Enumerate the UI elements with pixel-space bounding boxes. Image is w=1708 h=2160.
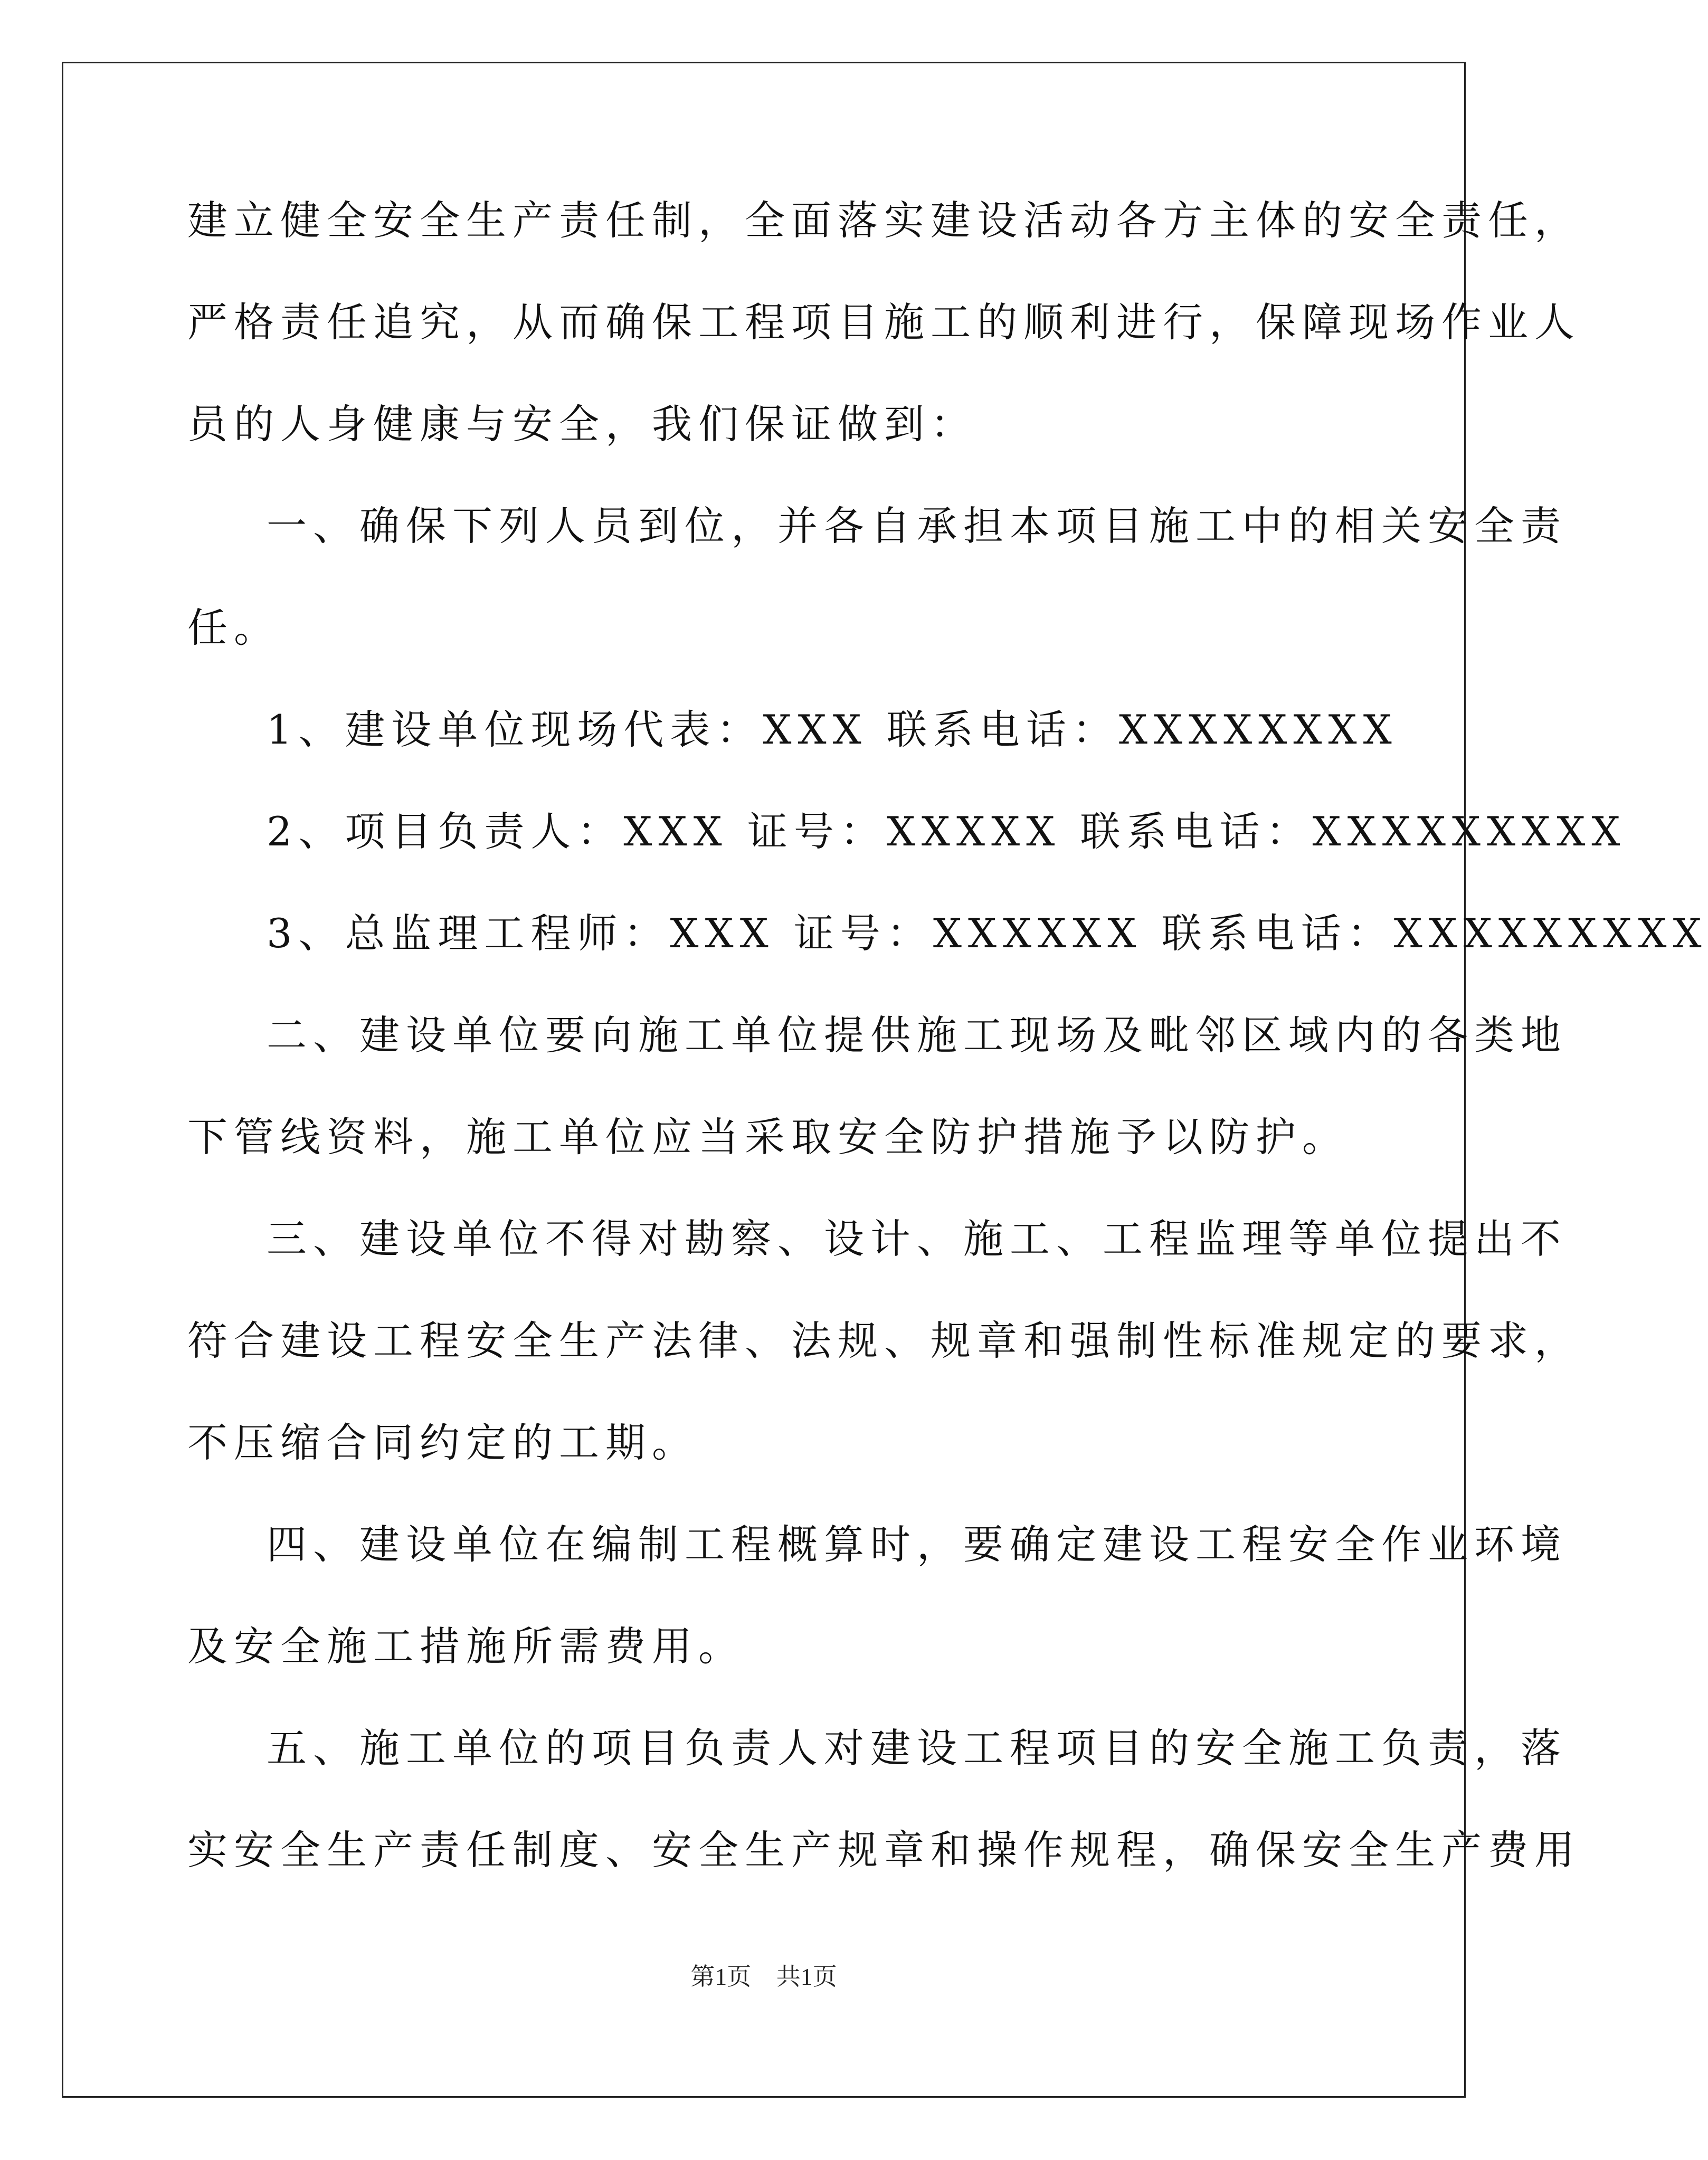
page-number: 第1页 xyxy=(690,1963,752,1990)
text-line: 五、施工单位的项目负责人对建设工程项目的安全施工负责，落 xyxy=(267,1725,1567,1772)
text-line: 四、建设单位在编制工程概算时，要确定建设工程安全作业环境 xyxy=(267,1521,1567,1568)
text-line: 员的人身健康与安全，我们保证做到： xyxy=(187,401,977,448)
text-line: 实安全生产责任制度、安全生产规章和操作规程，确保安全生产费用 xyxy=(187,1826,1581,1873)
text-line: 及安全施工措施所需费用。 xyxy=(187,1623,745,1670)
text-line: 1、建设单位现场代表：XXX 联系电话：XXXXXXXX xyxy=(267,706,1398,753)
text-line: 符合建设工程安全生产法律、法规、规章和强制性标准规定的要求， xyxy=(187,1317,1581,1364)
text-line: 2、项目负责人：XXX 证号：XXXXX 联系电话：XXXXXXXXX xyxy=(267,808,1627,855)
text-line: 一、确保下列人员到位，并各自承担本项目施工中的相关安全责 xyxy=(267,502,1567,549)
text-line: 严格责任追究，从而确保工程项目施工的顺利进行，保障现场作业人 xyxy=(187,299,1581,346)
text-line: 不压缩合同约定的工期。 xyxy=(187,1419,698,1466)
text-line: 3、总监理工程师：XXX 证号：XXXXXX 联系电话：XXXXXXXXX xyxy=(267,910,1708,957)
page-border xyxy=(62,62,1466,2098)
page-total: 共1页 xyxy=(776,1963,837,1990)
text-line: 三、建设单位不得对勘察、设计、施工、工程监理等单位提出不 xyxy=(267,1215,1567,1262)
text-line: 任。 xyxy=(187,604,280,651)
text-line: 二、建设单位要向施工单位提供施工现场及毗邻区域内的各类地 xyxy=(267,1012,1567,1059)
page-footer xyxy=(0,1961,1527,1993)
text-line: 下管线资料，施工单位应当采取安全防护措施予以防护。 xyxy=(187,1114,1349,1160)
text-line: 建立健全安全生产责任制，全面落实建设活动各方主体的安全责任， xyxy=(187,197,1581,244)
